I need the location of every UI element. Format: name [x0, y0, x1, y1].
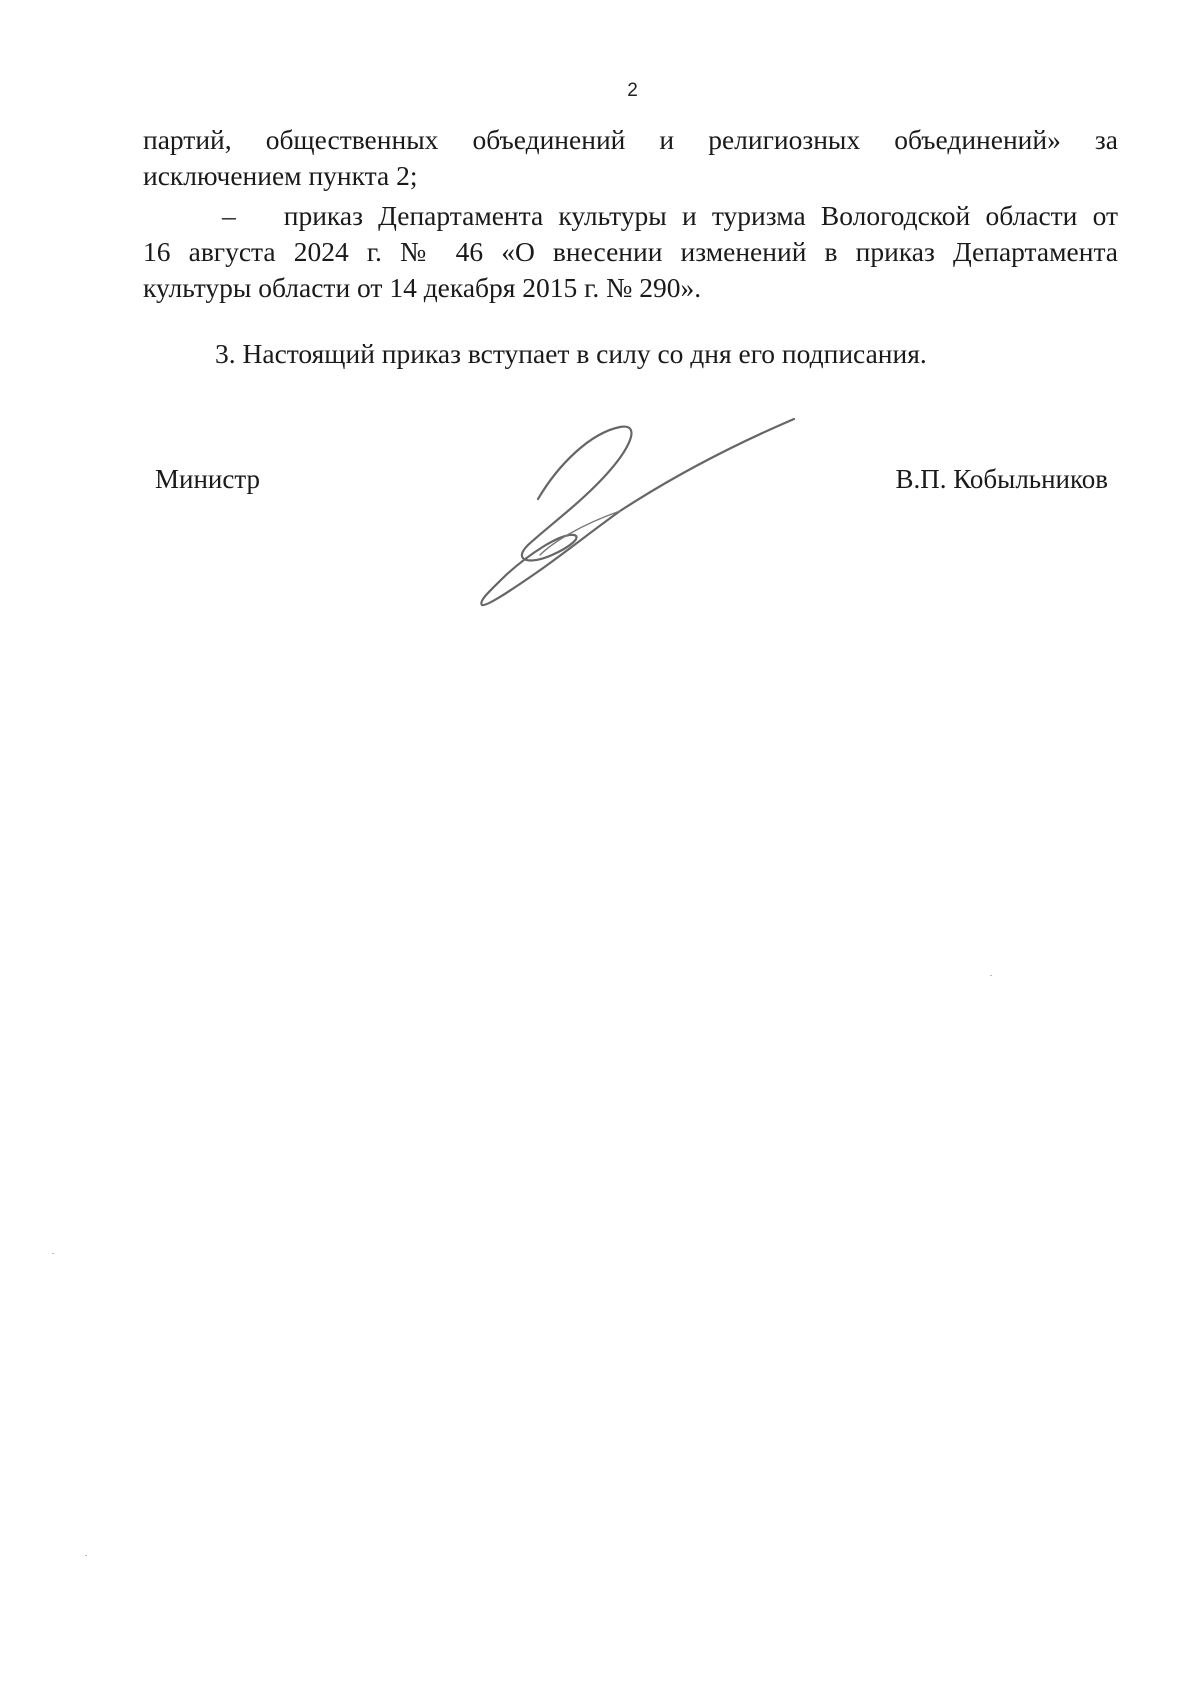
list-item-dash [143, 198, 1118, 306]
paragraph-line: 16 августа 2024 г. № 46 «О внесении изменений в приказ Департамента [143, 236, 1118, 267]
paragraph-line: исключением пункта 2; [143, 160, 418, 191]
scan-speck [990, 975, 992, 976]
paragraph-line: культуры области от 14 декабря 2015 г. № 290». [143, 272, 702, 303]
dash-marker: – [222, 200, 236, 231]
signer-name: В.П. Кобыльников [895, 464, 1108, 494]
scan-speck [85, 1555, 87, 1556]
scan-speck [52, 1253, 54, 1254]
paragraph-continuation [143, 122, 1118, 194]
paragraph-line: 3. Настоящий приказ вступает в силу со дня его подписания. [215, 338, 927, 369]
signer-position: Министр [155, 464, 260, 494]
paragraph-effective-date [143, 336, 1118, 372]
handwritten-signature [470, 405, 810, 620]
line-text: приказ Департамента культуры и туризма Вологодской области от [283, 200, 1118, 231]
paragraph-line: партий, общественных объединений и религиозных объединений» за [143, 124, 1118, 155]
paragraph-line [143, 198, 1118, 234]
page-number: 2 [627, 80, 638, 101]
